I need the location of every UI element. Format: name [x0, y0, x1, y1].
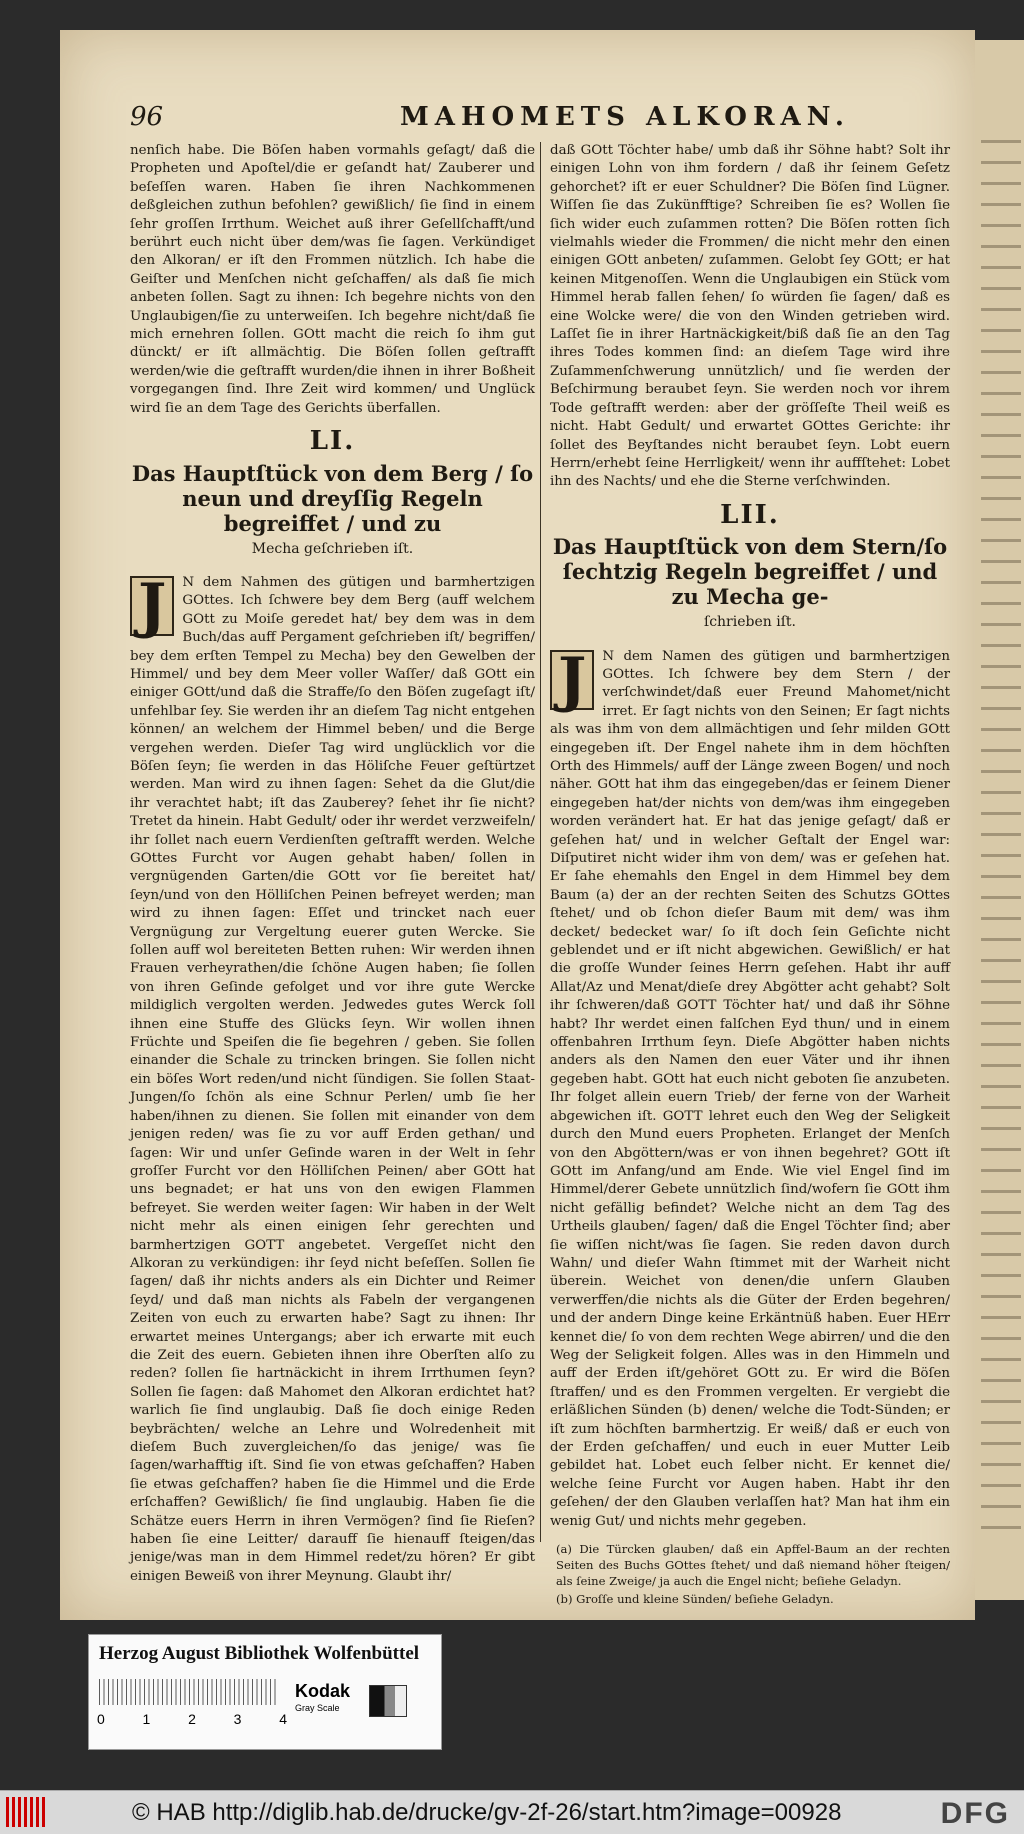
- footnotes: [550, 1541, 950, 1607]
- page-header: [130, 102, 935, 142]
- column-divider: [540, 142, 541, 1542]
- scale-num: 4: [279, 1711, 287, 1727]
- left-column: [130, 142, 535, 1592]
- gray-scale-label: Gray Scale: [295, 1703, 340, 1713]
- left-text-body: N dem Nahmen des gütigen und barmhertzigen GOttes. Ich ſchwere bey dem Berg (auff welchem GOtt zu Moiſe geredet hat/ bey dem was in dem Buch/das auff Pergament geſchrieben iſt/ begriffen/ bey dem erſten Tempel zu Mecha) bey den Gewelben der Himmel/ und bey dem Meer voller Waſſer/ daß GOtt ein einiger GOtt/und daß die Straffe/ſo den Böſen zugeſagt iſt/ unfehlbar ſey. Sie werden ihr an dieſem Tag nicht entgehen können/ an welchem der Himmel beben/ und die Berge vergehen werden. Dieſer Tag wird unglücklich vor die Böſen ſeyn; ſie werden in das Höliſche Feuer geſtürtzet werden. Man wird zu ihnen ſagen: Sehet da die Glut/die ihr verachtet habt; iſt das Zauberey? ſehet ihr ſie nicht? Tretet da hinein. Habt Gedult/ oder ihr werdet verzweifeln/ ihr ſollet nach euern Verdienſten geſtrafft werden. Welche GOttes Furcht vor Augen gehabt haben/ ſollen in vergnügenden Garten/die GOtt vor ſie bereitet hat/ ſeyn/und von den Hölliſchen Peinen befreyet werden; man wird zu ihnen ſagen: Eſſet und trincket nach euer Vergnügung zur Vergeltung euerer guten Wercke. Sie ſollen auff wol bereiteten Betten ruhen: Wir werden ihnen Frauen verheyrathen/die ſchöne Augen haben; ſie ſollen von ihren Geſinde gefolget und vor ihre gute Wercke mildiglich vergolten werden. Jedwedes gutes Werck ſoll ihnen eine Stuffe des Glücks ſeyn. Wir wollen ihnen Früchte und Speiſen die ſie begehren / geben. Sie ſollen einander die Schale zu trincken bringen. Sie ſollen nicht ein böſes Wort reden/und nicht ſündigen. Sie ſollen Staat-Jungen/ſo ſchön als eine Schnur Perlen/ umb ſie her haben/ihnen zu dienen. Sie ſollen mit einander von dem jenigen reden/ was ſie zu vor auff Erden gethan/ und ſagen: Wir und unſer Geſinde waren in der Welt in ſehr groſſer Furcht vor den Hölliſchen Peinen/ aber GOtt hat uns begnadet; er hat uns von den ewigen Flammen befreyet. Sie werden weiter ſagen: Wir haben in der Welt nicht mehr als einen einigen ſehr gerechten und barmhertzigen GOTT angebetet. Vergeſſet nicht den Alkoran zu verkündigen: ihr ſeyd nicht beſeſſen. Sollen ſie ſagen/ daß ihr nichts anders als ein Dichter und Reimer ſeyd/ und daß man nichts als Fabeln der vergangenen Zeiten von euch zu erwarten habe? Sagt zu ihnen: Ihr erwartet meines Untergangs; aber ich erwarte mit euch die Zeit des euern. Gebieten ihnen ihre Oberſten alſo zu reden? ſollen ſie hartnäckicht in ihrem Irrthumen ſeyn? Sollen ſie ſagen: daß Mahomet den Alkoran erdichtet hat? warlich ſie ſind unglaubig. Daß ſie doch einige Reden beybrächten/ welche an Lehre und Wolredenheit mit dieſem Buch zuvergleichen/ſo das jenige/ was ſie ſagen/warhafftig iſt. Sind ſie von etwas geſchaffen? Haben ſie etwas geſchaffen? haben ſie die Himmel und die Erde erſchaffen? Gewißlich/ ſie ſind unglaubig. Haben ſie die Schätze euers Herrn in ihren Vermögen? ſind ſie Rieſen? haben ſie eine Leitter/ darauff ſie hienauff ſteigen/das jenige/was man in dem Himmel redet/zu hören? Er gibt einigen Beweiß von ihrer Meynung. Glaubt ihr/: [130, 574, 535, 1584]
- scale-ruler: [99, 1679, 279, 1705]
- scale-numbers: [97, 1711, 287, 1727]
- footnote-b: (b) Groſſe und kleine Sünden/ beſiehe Geladyn.: [556, 1592, 834, 1607]
- dfg-logo: DFG: [940, 1797, 1010, 1830]
- facing-page-edge: [975, 40, 1024, 1600]
- chapter-title-51: Das Hauptſtück von dem Berg / ſo neun und dreyſſig Regeln begreiffet / und zu: [131, 460, 534, 536]
- chapter-subtitle-51: Mecha geſchrieben iſt.: [251, 540, 414, 557]
- chapter-number-51: LI.: [309, 426, 356, 457]
- footnote-a: (a) Die Türcken glauben/ daß ein Apffel-Baum an der rechten Seiten des Buchs GOttes ſtehet/ und daß niemand höher ſteigen/ als ſeine Zweige/ ja auch die Engel nicht; beſiehe Geladyn.: [556, 1542, 950, 1589]
- scale-num: 3: [233, 1711, 242, 1727]
- hab-logo-icon: [6, 1797, 46, 1827]
- running-title: MAHOMETS ALKORAN.: [400, 102, 850, 132]
- page-number: 96: [130, 102, 164, 132]
- kodak-logo: Kodak: [295, 1681, 351, 1701]
- right-column: [550, 142, 950, 1609]
- facing-page-text-blur: [981, 140, 1021, 1540]
- right-text-top: daß GOtt Töchter habe/ umb daß ihr Söhne habt? Solt ihr einigen Lohn von ihm fordern / daß ihr ſeinem Geſetz gehorchet? iſt er euer Schuldner? Die Böſen ſind Lügner. Wiſſen ſie das Zukünfftige? Schreiben ſie es? Wollen ſie ſich wider euch zuſammen rotten? Die Böſen rotten ſich vielmahls wieder die Frommen/ die nicht mehr den einen einigen GOtt anbeten/ zuſammen. Gelobt ſey GOtt; er hat keinen Mitgenoſſen. Wenn die Unglaubigen ein Stück vom Himmel herab fallen ſehen/ ſo würden ſie ſagen/ daß es eine Wolcke were/ die von den Winden getrieben wird. Laſſet ſie in ihrer Hartnäckigkeit/biß daß ſie an den Tag ihres Todes kommen ſind: an dieſem Tage wird ihre Zuſammenſchwerung unnützlich/ und ſie werden der Beſchirmung beraubet ſeyn. Sie werden noch vor ihrem Tode geſtrafft werden: aber der gröſſeſte Theil weiß es nicht. Habt Gedult/ und erwartet GOttes Gerichte: ihr ſollet des Beyſtandes nicht beraubet ſeyn. Lobt euern Herrn/erhebt ſeine Herrligkeit/ wenn ihr auffſtehet: Lobet ihn des Nachts/ und ehe die Sterne verſchwinden.: [550, 143, 950, 490]
- scale-num: 0: [97, 1711, 105, 1727]
- library-name: Herzog August Bibliothek Wolfenbüttel: [99, 1643, 420, 1664]
- color-target-card: [88, 1634, 442, 1750]
- copyright-link[interactable]: © HAB http://diglib.hab.de/drucke/gv-2f-26/start.htm?image=00928: [132, 1799, 842, 1826]
- footer-bar: [0, 1790, 1024, 1834]
- chapter-title-52: Das Hauptſtück von dem Stern/ſo ſechtzig Regeln begreiffet / und zu Mecha ge-: [552, 534, 948, 610]
- scale-num: 2: [188, 1711, 196, 1727]
- scale-num: 1: [142, 1711, 151, 1727]
- book-page: [60, 30, 975, 1620]
- chapter-number-52: LII.: [720, 499, 780, 530]
- left-text-top: nenſich habe. Die Böſen haben vormahls geſagt/ daß die Propheten und Apoſtel/die er geſandt hat/ Zauberer und beſeſſen waren. Haben ſie ihren Nachkommenen deßgleichen zuthun befohlen? gewißlich/ ſie ſind in einem ſehr groſſen Irrthum. Weichet auß ihrer Geſellſchafft/und berührt euch nicht über dem/was ſie ſagen. Verkündiget den Alkoran/ er iſt den Frommen nützlich. Ich habe die Geiſter und Menſchen nicht geſchaffen/ als daß ſie mich anbeten ſollen. Sagt zu ihnen: Ich begehre nichts von den Unglaubigen/ſie zu unterweiſen. Ich begehre nicht/daß ſie mich ernehren ſollen. GOtt macht die reich ſo ihm gut dünckt/ er iſt allmächtig. Die Böſen ſollen geſtrafft werden/wie die geſtrafft wurden/die ihnen in ihrer Boßheit vorgegangen ſind. Ihre Zeit wird kommen/ und Unglück wird ſie an dem Tage des Gerichts überfallen.: [130, 143, 535, 416]
- gray-swatch: [369, 1685, 407, 1717]
- chapter-subtitle-52: ſchrieben iſt.: [704, 614, 796, 631]
- right-text-body: N dem Namen des gütigen und barmhertzigen GOttes. Ich ſchwere bey dem Stern / der verſchwindet/daß euer Freund Mahomet/nicht irret. Er ſagt nichts von den Seinen; Er ſagt nichts als was ihm von dem allmächtigen und ſehr milden GOtt eingegeben iſt. Der Engel nahete ihm in dem höchſten Orth des Himmels/ auff der Länge zween Bogen/ und noch näher. GOtt hat ihm das eingegeben/das er ſeinem Diener eingegeben hat/der nichts von dem/was ihm eingegeben worden verändert hat. Er hat das jenige geſagt/ daß er geſehen hat/ und in welcher Geſtalt der Engel war: Diſputiret nicht wider ihm von dem/ was er geſehen hat. Er ſahe ehemahls den Engel in dem Himmel bey dem Baum (a) der an der rechten Seiten des Schutzs GOttes ſtehet/ und ob ſchon dieſer Baum mit dem/ was ihm decket/ bedecket war/ ſo iſt doch ſein Geſichte nicht geblendet und er iſt nicht abgewichen. Gewißlich/ er hat die groſſe Wunder ſeines Herrn geſehen. Habt ihr auff Allat/Az und Menat/dieſe drey Abgötter acht gehabt? Solt ihr ſchweren/daß GOTT Töchter hat/ und daß ihr Söhne habt? Ihr werdet einen falſchen Eyd thun/ und in einem offenbahren Irrthum ſeyn. Dieſe Abgötter haben nichts anders als den Namen den euer Väter und ihr ihnen gegeben habt. GOtt hat euch nicht geboten ſie anzubeten. Ihr folget allein euern Trieb/ der ferne von der Warheit abgewichen iſt. GOTT lehret euch den Weg der Seligkeit durch den Mund euers Propheten. Erlanget der Menſch von den Abgöttern/was er von ihnen begehret? GOtt iſt GOtt im Anfang/und am Ende. Wie viel Engel ſind im Himmel/derer Gebete unnützlich ſind/wofern ſie GOtt ihm nicht gefällig befindet? Welche nicht an dem Tag des Urtheils glauben/ ſagen/ daß die Engel Töchter ſind; aber ſie wiſſen nicht/was ſie ſagen. Sie reden davon durch Wahn/ und dieſer Wahn ſtimmet mit der Warheit nicht überein. Weichet von denen/die unſern Glauben verwerffen/die nichts als die Güter der Erden begehren/ und der andern Dinge keine Erkäntnüß haben. Euer HErr kennet die/ ſo von dem rechten Wege abirren/ und die den Weg der Seligkeit folgen. Alles was in den Himmeln und auff der Erden iſt/gehöret GOtt zu. Er wird die Böſen ſtraffen/ und es den Frommen vergelten. Er vergiebt die erläßlichen Sünden (b) denen/ welche die Todt-Sünden; er iſt zum höchſten barmhertzig. Er weiß/ daß er euch von der Erden geſchaffen/ und euch in euer Mutter Leib gebildet hat. Lobet euch ſelber nicht. Er kennet die/ welche ſeine Furcht vor Augen haben. Habt ihr den geſehen/ der den Glauben verlaſſen hat? Man hat ihm ein wenig Gut/ und nichts mehr gegeben.: [550, 648, 950, 1529]
- dropcap-51: J: [130, 576, 174, 636]
- dropcap-52: J: [550, 650, 594, 710]
